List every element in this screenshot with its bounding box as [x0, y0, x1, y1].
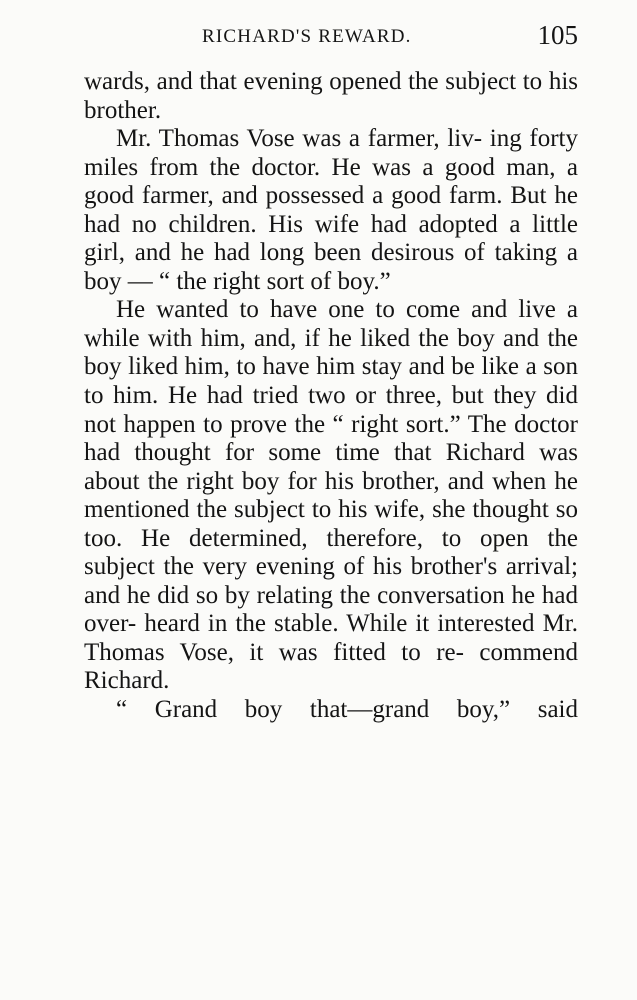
text-line: Mr. Thomas Vose, it was fitted to re- [84, 610, 579, 666]
text-line: him stay and be like a son to him. He [84, 353, 579, 410]
text-line: doctor had thought for some time that [84, 410, 578, 467]
text-line: Richard was about the right boy for [84, 439, 578, 495]
text-line: children. His wife had adopted a little [168, 210, 579, 238]
text-line: subject to his brother. [84, 68, 578, 124]
text-line: too. He determined, therefore, to open [84, 524, 529, 552]
running-head [84, 20, 578, 52]
text-line: girl, and he had long been desirous of [84, 239, 485, 267]
text-line: He wanted to have one to come and [116, 296, 508, 324]
running-title: RICHARD'S REWARD. [202, 26, 412, 47]
text-line: his brother, and when he mentioned [84, 467, 579, 524]
text-line: brother's arrival; and he did so by [84, 553, 578, 609]
text-line: the boy and the boy liked him, to have [84, 324, 578, 381]
page-number: 105 [537, 20, 578, 50]
body-text [84, 68, 578, 725]
text-line: “ Grand boy that—grand boy,” said [116, 696, 578, 724]
text-line: possessed a good farm. But he had no [84, 182, 578, 238]
paragraph [84, 68, 578, 125]
paragraph [84, 125, 578, 296]
text-line: boy.” [337, 267, 391, 295]
text-line: happen to prove the “ right sort.” The [123, 410, 507, 438]
text-line: the subject to his wife, she thought so [196, 496, 578, 524]
text-line: wards, and that evening opened the [84, 68, 439, 95]
paragraph [84, 696, 578, 725]
text-line: relating the conversation he had over- [84, 581, 579, 638]
text-line: the subject the very evening of his [84, 524, 578, 581]
paragraph [84, 296, 578, 696]
text-line: had tried two or three, but they did not [84, 382, 578, 438]
text-line: ing forty miles from the doctor. He [84, 125, 579, 181]
text-line: commend Richard. [84, 638, 578, 695]
text-line: taking a boy — “ the right sort of [84, 239, 579, 295]
text-line: heard in the stable. While it interested [144, 610, 535, 638]
text-line: live a while with him, and, if he liked [84, 296, 578, 352]
text-line: Mr. Thomas Vose was a farmer, liv- [116, 125, 483, 153]
text-line: was a good man, a good farmer, and [84, 153, 578, 210]
